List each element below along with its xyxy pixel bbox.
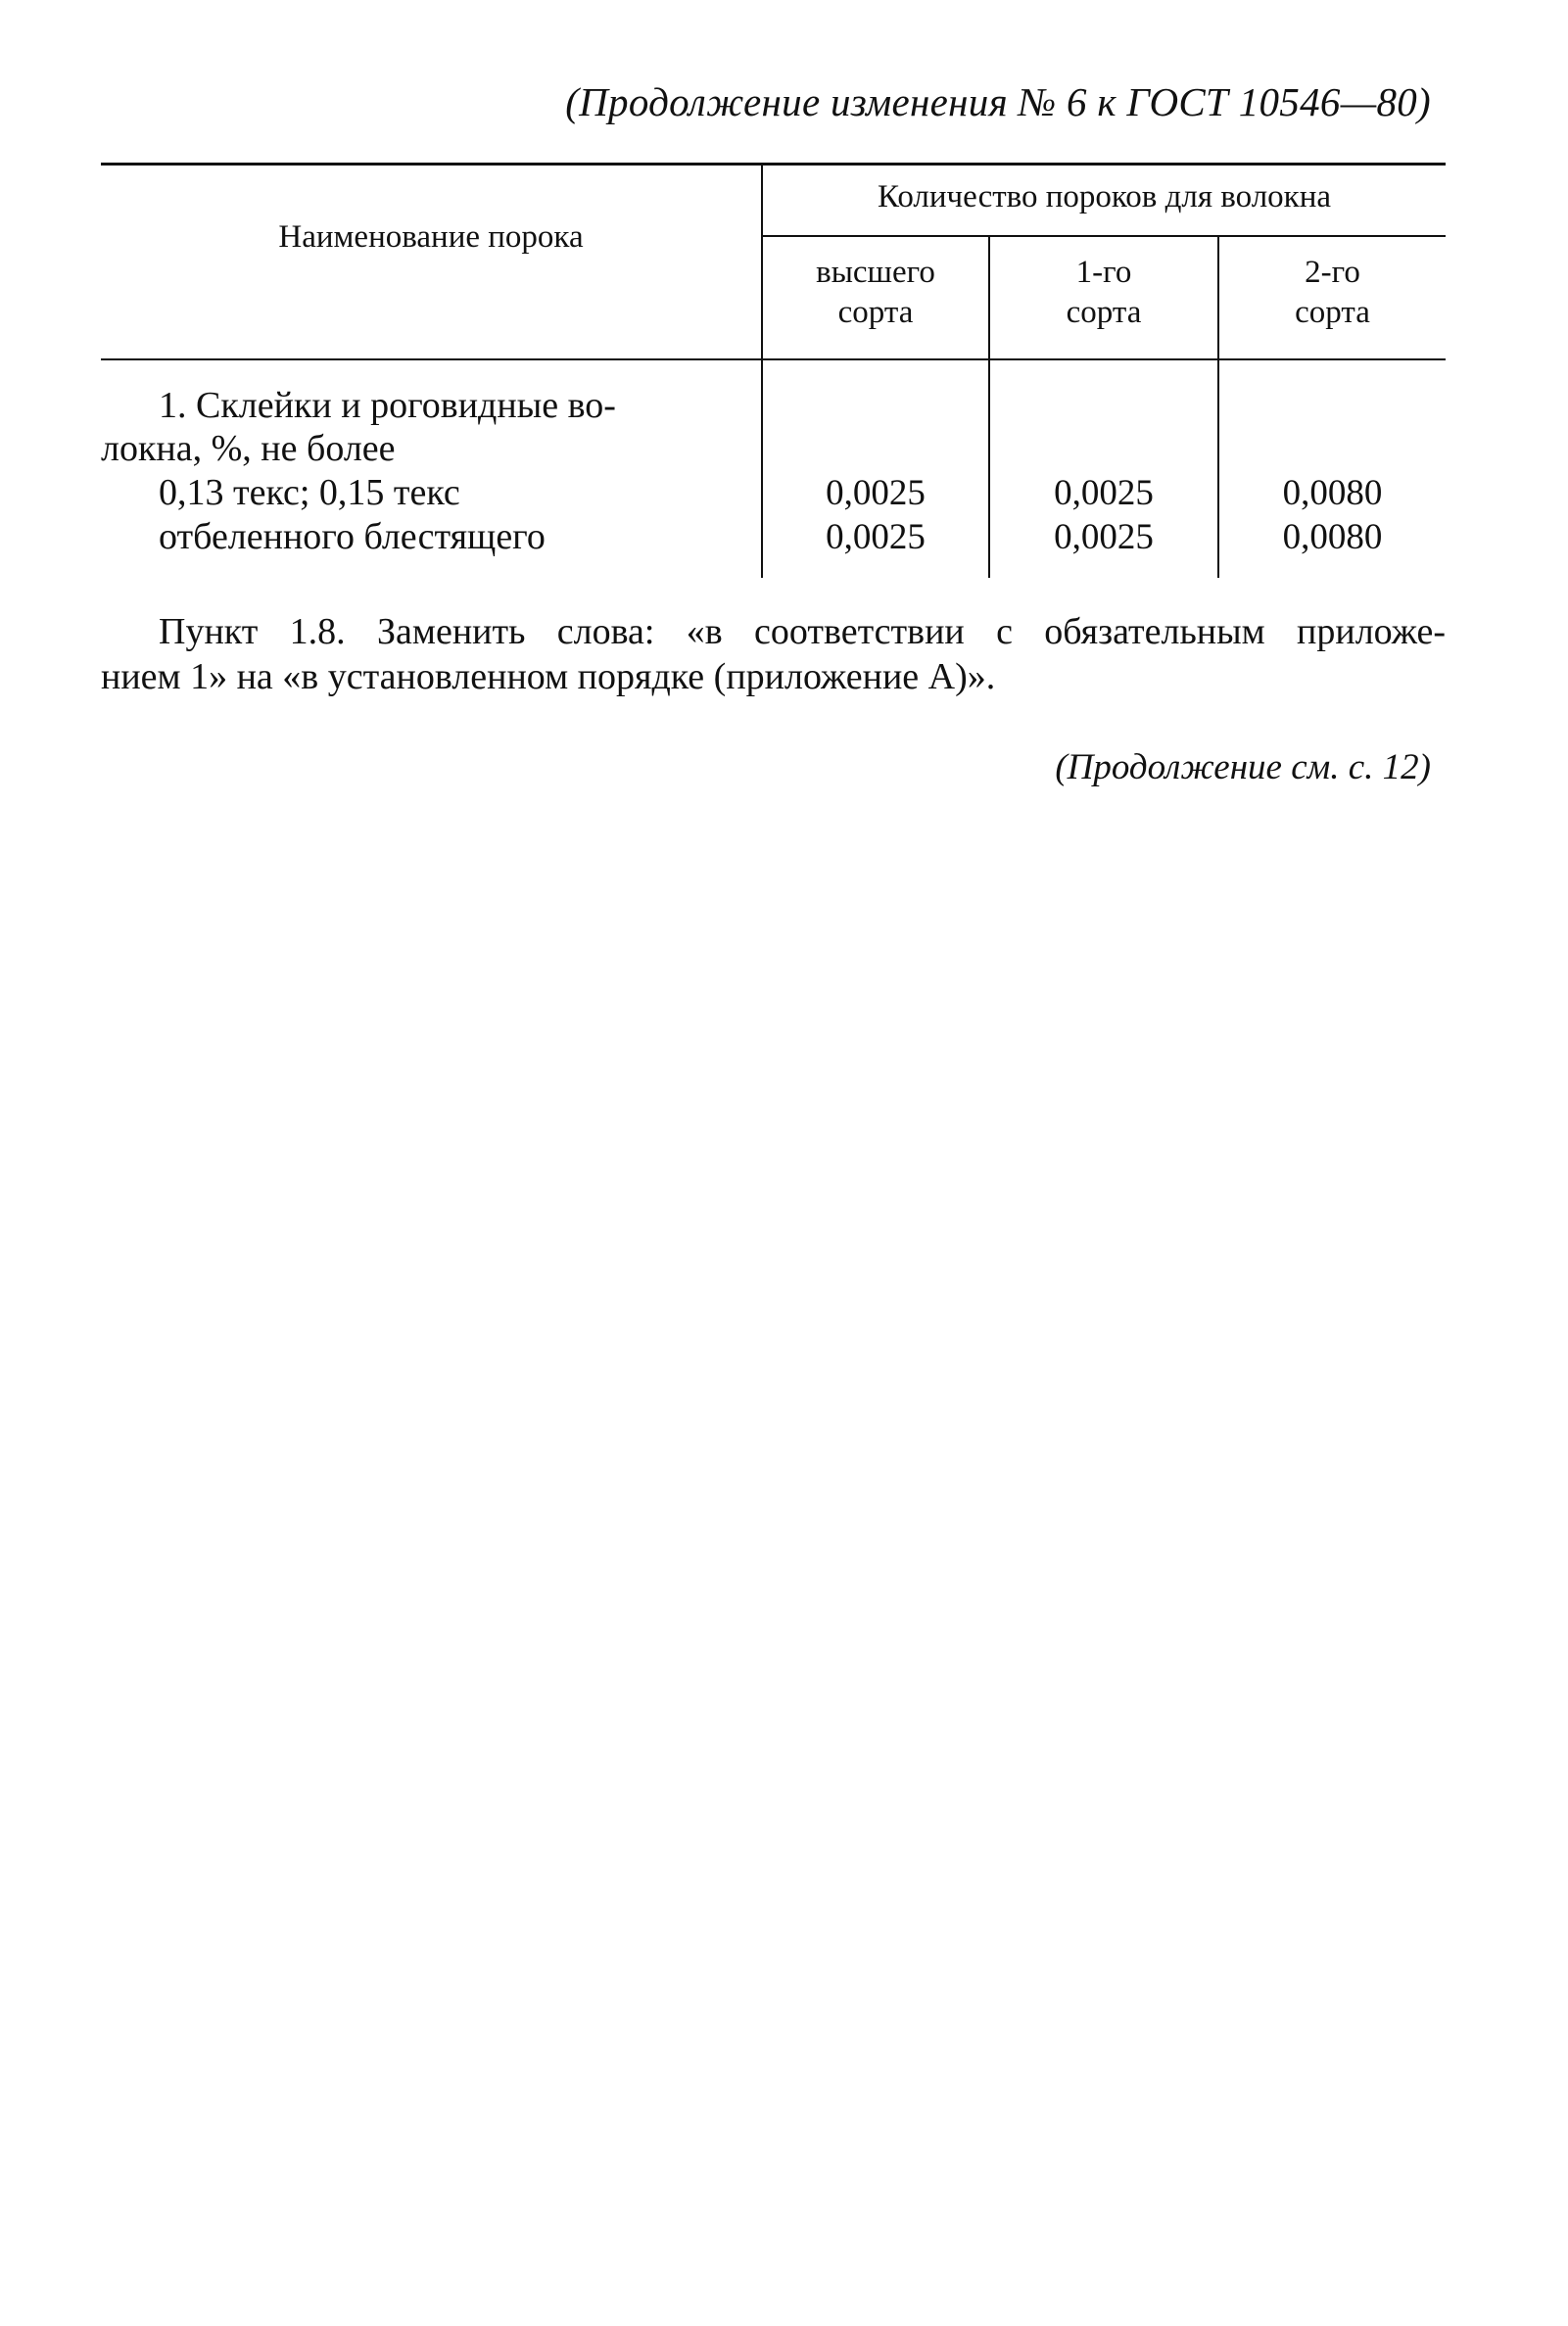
row-1-value-top: 0,0025 xyxy=(826,473,926,513)
table-top-rule xyxy=(101,163,1446,166)
group-header-rule xyxy=(761,235,1446,237)
row-title-line2: локна, %, не более xyxy=(101,428,396,469)
amendment-line-2: нием 1» на «в установленном порядке (приложение А)». xyxy=(101,656,996,697)
row-title-line1: 1. Склейки и роговидные во- xyxy=(159,385,616,426)
header-grade-top-line1: высшего xyxy=(816,255,935,290)
page-header: (Продолжение изменения № 6 к ГОСТ 10546—80) xyxy=(565,79,1431,124)
amendment-line-1: Пункт 1.8. Заменить слова: «в соответствии с обязательным приложе- xyxy=(159,611,1446,652)
row-1-value-grade-2: 0,0080 xyxy=(1282,473,1383,513)
amendment-paragraph xyxy=(101,609,1446,699)
header-grade-1 xyxy=(990,253,1217,333)
row-2-value-grade-1: 0,0025 xyxy=(1054,517,1154,557)
header-grade-1-line2: сорта xyxy=(1066,295,1142,330)
header-bottom-rule xyxy=(101,358,1446,360)
defects-table xyxy=(101,163,1446,578)
header-grade-2-line2: сорта xyxy=(1295,295,1370,330)
row-item-name-2: отбеленного блестящего xyxy=(159,516,546,557)
row-1-value-grade-1: 0,0025 xyxy=(1054,473,1154,513)
header-grade-top-line2: сорта xyxy=(837,295,914,330)
header-grade-2 xyxy=(1219,253,1446,333)
row-2-value-top: 0,0025 xyxy=(826,517,926,557)
header-defect-count: Количество пороков для волокна xyxy=(877,179,1332,214)
header-defect-name: Наименование порока xyxy=(278,219,584,255)
row-item-name-1: 0,13 текс; 0,15 текс xyxy=(159,472,460,513)
header-grade-1-line1: 1-го xyxy=(1075,255,1132,290)
header-grade-top xyxy=(763,253,988,333)
header-grade-2-line1: 2-го xyxy=(1305,255,1360,290)
row-2-value-grade-2: 0,0080 xyxy=(1282,517,1383,557)
page-footer: (Продолжение см. с. 12) xyxy=(1055,747,1431,787)
